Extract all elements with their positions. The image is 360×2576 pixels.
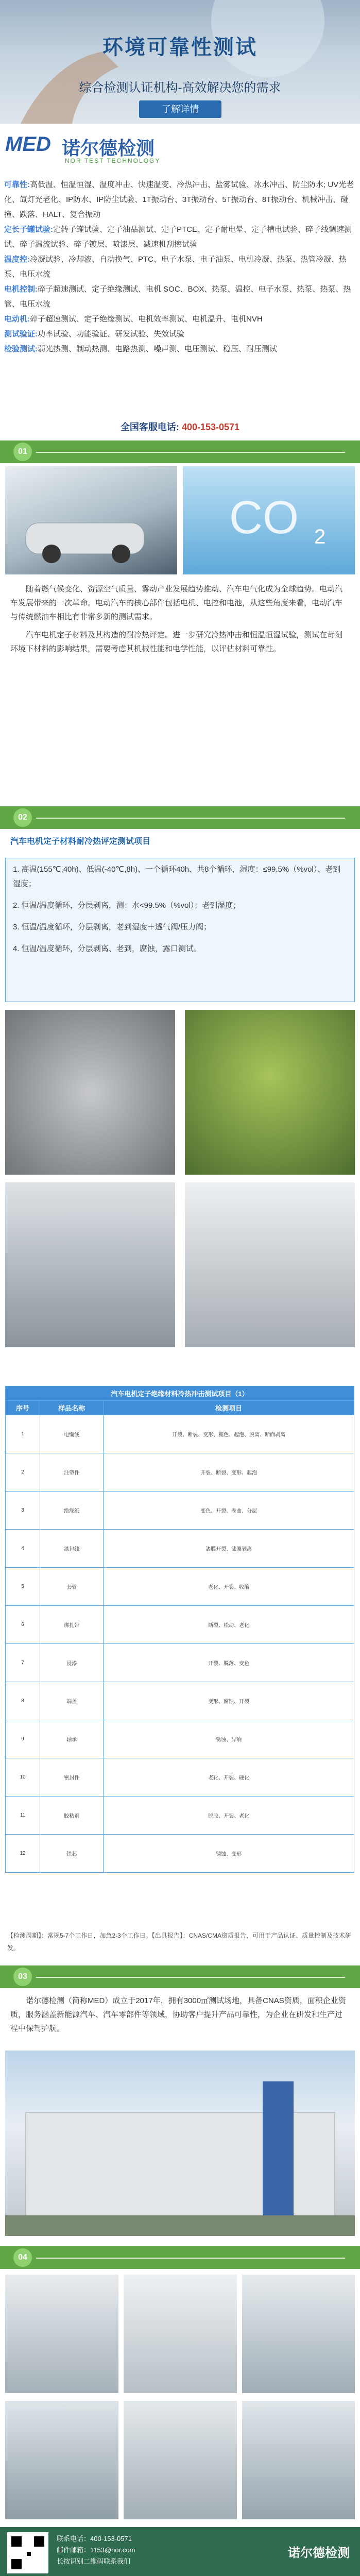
- test-title: 汽车电机定子材料耐冷热评定测试项目: [10, 837, 151, 846]
- hotline[interactable]: 全国客服电话: 400-153-0571: [120, 422, 240, 432]
- car-icon: [5, 466, 177, 574]
- table-row: 11 胶粘剂 脱胶、开裂、老化: [6, 1797, 354, 1835]
- chamber-image: [5, 1182, 175, 1347]
- motor-stator-image: [5, 1010, 175, 1175]
- section-header-03: 03: [0, 1965, 360, 1988]
- learn-more-button[interactable]: 了解详情: [139, 100, 221, 118]
- intro-images: [0, 466, 360, 577]
- logo-name-cn: 诺尔德检测: [62, 138, 155, 159]
- table-row: 2 注塑件 开裂、断裂、变形、起泡: [6, 1453, 354, 1492]
- test-item: 3. 恒温/温度循环，分层剥离，老到湿度＋透气阀/压力阀；: [13, 923, 212, 931]
- logo-name-en: NOR TEST TECHNOLOGY: [65, 157, 161, 164]
- table-row: 10 密封件 老化、开裂、硬化: [6, 1758, 354, 1797]
- lab-image: [242, 2401, 355, 2519]
- co2-image: [183, 466, 355, 574]
- intro-paragraph: 随着燃气候变化、资源空气质量、雾动产业发展趋势推动、汽车电气化成为全球趋势。电动汽车发展带来的一次革命。电动汽车的核心部件包括电机、电控和电池，从这些角度来看，电动汽车与传统燃油车相比有非常多新的测试需求。: [10, 585, 343, 621]
- test-items-box: [5, 858, 355, 1002]
- table-row: 9 轴承 锈蚀、异响: [6, 1720, 354, 1758]
- footer-note: 【检测周期】：常规5-7个工作日，加急2-3个工作日。【出具报告】：CNAS/CMA资质报告，可用于产品认证、质量控制及技术研发。: [7, 1932, 352, 1952]
- test-item: 1. 高温(155℃,40h)、低温(-40℃,8h)、一个循环40h、共8个循环，湿度：≤99.5%（%vol）、老到湿度；: [13, 865, 341, 888]
- svg-text:CO: CO: [229, 492, 299, 544]
- bottom-brand: 诺尔德检测: [288, 2546, 350, 2560]
- lab-image: [124, 2275, 237, 2393]
- hero-banner: [0, 0, 360, 124]
- table-row: 1 电缆线 开裂、断裂、变形、褪色、起泡、脱离、断面剥离: [6, 1415, 354, 1453]
- test-table-section: [0, 1386, 360, 1922]
- section-header-01: 01: [0, 440, 360, 463]
- building-icon: [5, 2050, 355, 2236]
- table-row: 12 铁芯 锈蚀、变形: [6, 1835, 354, 1873]
- steel-container-image: [185, 1182, 355, 1347]
- lab-image: [5, 2401, 118, 2519]
- contact-phone[interactable]: 联系电话：400-153-0571: [57, 2535, 132, 2543]
- category-item: 温度控:冷凝试验、冷却液、自动换气、PTC、电子水泵、电子油泵、电机冷凝、热泵、热管冷凝、热泵、电压水流: [4, 255, 347, 279]
- table-row: 8 端盖 变形、腐蚀、开裂: [6, 1682, 354, 1720]
- bottom-bar: [0, 2527, 360, 2576]
- test-images: [0, 1010, 360, 1350]
- lab-image: [5, 2275, 118, 2393]
- test-table: 汽车电机定子绝缘材料冷热冲击测试项目（1） 序号 样品名称 检测项目 1 电缆线 开裂、断裂、变形、褪色、起泡、脱离、断面剥离 2 注塑件 开裂、断裂、变形、起泡 3 绝缘纸 变色、开裂、卷曲、分层 4 漆包线 漆膜开裂、漆膜剥离 5 套管 老化、开裂、收缩 6 绑扎带 断裂、松动、老化 7 浸漆 开裂、脱落、变色 8 端盖 变形、腐蚀、开裂 9 轴承 锈蚀、异响 10 密封件 老化、开裂、硬化 11 胶粘剂 脱胶、开裂、老化 12 铁芯 锈蚀、变形: [5, 1386, 354, 1873]
- hero-subtitle: 综合检测认证机构-高效解决您的需求: [79, 81, 281, 95]
- building-image: [0, 2050, 360, 2241]
- svg-text:2: 2: [314, 526, 326, 548]
- table-row: 5 套管 老化、开裂、收缩: [6, 1568, 354, 1606]
- lab-images: [0, 2275, 360, 2522]
- test-item: 4. 恒温/温度循环，分层剥离、老到，腐蚀，露口测试。: [13, 944, 201, 953]
- table-title: 汽车电机定子绝缘材料冷热冲击测试项目（1）: [6, 1386, 354, 1401]
- about-text: 诺尔德检测（简称MED）成立于2017年，拥有3000㎡测试场地，具备CNAS资质，面积企业资质，服务涵盖新能源汽车、汽车零部件等领域，协助客户提升产品可靠性，为企业在研发和生产过程中保驾护航。: [10, 1996, 346, 2033]
- category-item: 定长子罐试验:定转子罐试验、定子油品测试、定子PTCE、定子耐电晕、定子槽电试验、碎子线调速测试、碎子温流试验、碎子镀层、喷漆层、减速机刮擦试验: [4, 225, 352, 249]
- table-row: 3 绝缘纸 变色、开裂、卷曲、分层: [6, 1492, 354, 1530]
- contact-email[interactable]: 邮件邮箱：1153@nor.com: [57, 2546, 135, 2554]
- category-item: 电动机:碎子超速测试、定子绝缘测试、电机效率测试、电机温升、电机NVH: [4, 315, 263, 324]
- category-item: 检验测试:弱光热测、制动热测、电路热测、噪声测、电压测试、稳压、耐压测试: [4, 345, 278, 353]
- logo-mark: MED: [5, 133, 51, 156]
- table-row: 7 浸漆 开裂、脱落、变色: [6, 1644, 354, 1682]
- category-item: 可靠性:高低温、恒温恒湿、温度冲击、快速温变、冷热冲击、盐雾试验、冰水冲击、防尘防水; UV光老化、氙灯光老化、IP防水、IP防尘试验、1T振动台、3T振动台、5T振动台、8T振动台、机械冲击、碰撞、跌落、HALT、复合振动: [4, 180, 354, 219]
- lab-image: [242, 2275, 355, 2393]
- category-item: 测试验证:功率试验、功能验证、研发试验、失效试验: [4, 330, 185, 338]
- test-item: 2. 恒温/温度循环，分层剥离，测：水<99.5%（%vol）；老到湿度；: [13, 901, 241, 910]
- stator-winding-image: [185, 1010, 355, 1175]
- ev-charging-image: [5, 466, 177, 574]
- category-item: 电机控制:碎子超速测试、定子绝缘测试、电机 SOC、BOX、热泵、温控、电子水泵、热泵、热泵、热管、电压水流: [4, 285, 351, 309]
- intro-text: [0, 582, 360, 804]
- co2-icon: [183, 466, 355, 574]
- table-row: 4 漆包线 漆膜开裂、漆膜剥离: [6, 1530, 354, 1568]
- qr-code-icon: [7, 2532, 48, 2573]
- lab-image: [124, 2401, 237, 2519]
- section-header-02: 02: [0, 806, 360, 829]
- table-row: 6 绑扎带 断裂、松动、老化: [6, 1606, 354, 1644]
- hero-title: 环境可靠性测试: [102, 36, 258, 59]
- qr-caption: 长按识别二维码联系我们: [57, 2557, 131, 2565]
- section-header-04: 04: [0, 2246, 360, 2269]
- logo-bar: [0, 129, 360, 170]
- intro-paragraph: 汽车电机定子材料及其构造的耐冷热评定。进一步研究冷热冲击和恒温恒湿试验，测试在苛刻环境下材料的影响结果，需要考虑其机械性能和电学性能，以评估材料可靠性。: [10, 631, 343, 653]
